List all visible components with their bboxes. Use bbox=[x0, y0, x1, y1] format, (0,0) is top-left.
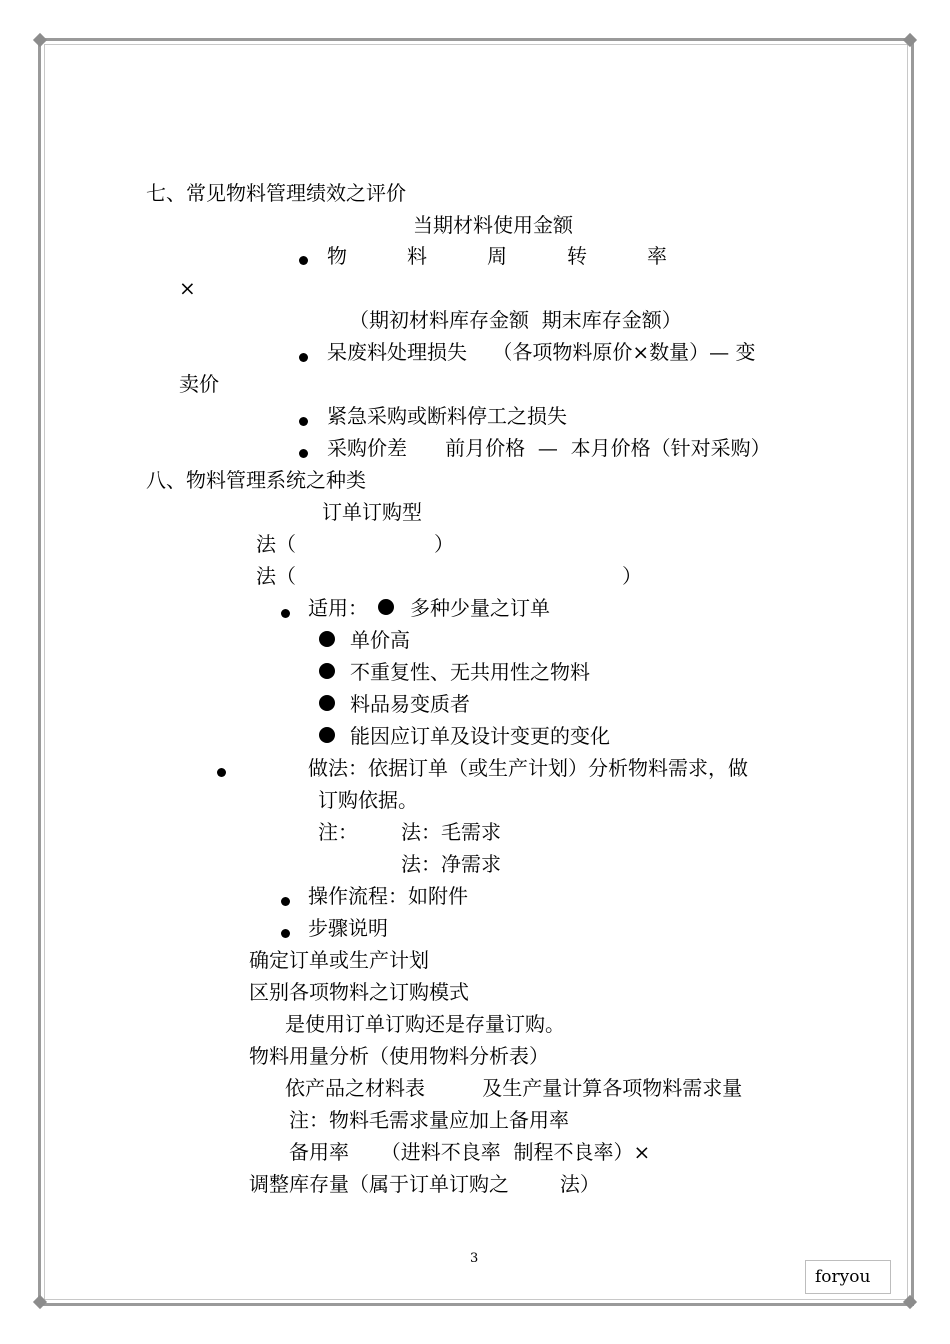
bullet-dot bbox=[299, 449, 308, 458]
section7-heading: 七、常见物料管理绩效之评价 bbox=[146, 181, 406, 205]
price-difference: 采购价差 前月价格 — 本月价格（针对采购） bbox=[327, 436, 771, 460]
foryou-label: foryou bbox=[805, 1260, 891, 1294]
operation-flow: 操作流程：如附件 bbox=[308, 884, 468, 908]
applicable-item-5: 能因应订单及设计变更的变化 bbox=[350, 724, 610, 748]
turnover-numerator: 当期材料使用金额 bbox=[413, 213, 573, 237]
applicable-label: 适用： bbox=[308, 596, 368, 620]
step-description-title: 步骤说明 bbox=[308, 916, 388, 940]
method-description-continued: 订购依据。 bbox=[318, 788, 418, 812]
bullet-dot bbox=[299, 417, 308, 426]
bullet-dot bbox=[299, 353, 308, 362]
method2-label: 法（ bbox=[256, 564, 296, 588]
applicable-item-4: 料品易变质者 bbox=[350, 692, 470, 716]
turnover-char-4: 转 bbox=[567, 244, 587, 268]
big-bullet-dot bbox=[378, 599, 394, 615]
big-bullet-dot bbox=[319, 695, 335, 711]
bullet-dot bbox=[217, 768, 226, 777]
note-label: 注： bbox=[318, 820, 358, 844]
method1-label: 法（ bbox=[256, 532, 296, 556]
page-number: 3 bbox=[470, 1251, 479, 1266]
net-requirement-note: 法：净需求 bbox=[401, 852, 501, 876]
section8-heading: 八、物料管理系统之种类 bbox=[146, 468, 366, 492]
step-2: 区别各项物料之订购模式 bbox=[249, 980, 469, 1004]
turnover-char-1: 物 bbox=[327, 244, 347, 268]
applicable-item-3: 不重复性、无共用性之物料 bbox=[350, 660, 590, 684]
scrap-loss-continued: 卖价 bbox=[179, 372, 219, 396]
method-description: 做法：依据订单（或生产计划）分析物料需求，做 bbox=[308, 756, 748, 780]
step-3-detail-3: 备用率 （进料不良率 制程不良率）× bbox=[289, 1140, 651, 1164]
method1-close: ） bbox=[434, 532, 454, 556]
turnover-char-2: 料 bbox=[407, 244, 427, 268]
step-3-detail-2: 注：物料毛需求量应加上备用率 bbox=[289, 1108, 569, 1132]
bullet-dot bbox=[299, 256, 308, 265]
turnover-times: × bbox=[179, 276, 196, 300]
step-1: 确定订单或生产计划 bbox=[249, 948, 429, 972]
applicable-item-2: 单价高 bbox=[350, 628, 410, 652]
turnover-char-5: 率 bbox=[647, 244, 667, 268]
step-2-detail: 是使用订单订购还是存量订购。 bbox=[285, 1012, 565, 1036]
gross-requirement-note: 法：毛需求 bbox=[401, 820, 501, 844]
step-3: 物料用量分析（使用物料分析表） bbox=[249, 1044, 549, 1068]
bullet-dot bbox=[281, 609, 290, 618]
big-bullet-dot bbox=[319, 631, 335, 647]
bullet-dot bbox=[281, 897, 290, 906]
applicable-item-1: 多种少量之订单 bbox=[410, 596, 550, 620]
method2-close: ） bbox=[622, 564, 642, 588]
step-3-detail-1: 依产品之材料表 及生产量计算各项物料需求量 bbox=[285, 1076, 743, 1100]
turnover-denominator: （期初材料库存金额 期末库存金额） bbox=[349, 308, 682, 332]
big-bullet-dot bbox=[319, 663, 335, 679]
scrap-loss-line: 呆废料处理损失 （各项物料原价×数量）— 变 bbox=[327, 340, 756, 364]
big-bullet-dot bbox=[319, 727, 335, 743]
step-4: 调整库存量（属于订单订购之 法） bbox=[249, 1172, 600, 1196]
order-type-title: 订单订购型 bbox=[322, 500, 422, 524]
turnover-char-3: 周 bbox=[487, 244, 507, 268]
bullet-dot bbox=[281, 929, 290, 938]
urgent-purchase-loss: 紧急采购或断料停工之损失 bbox=[327, 404, 567, 428]
